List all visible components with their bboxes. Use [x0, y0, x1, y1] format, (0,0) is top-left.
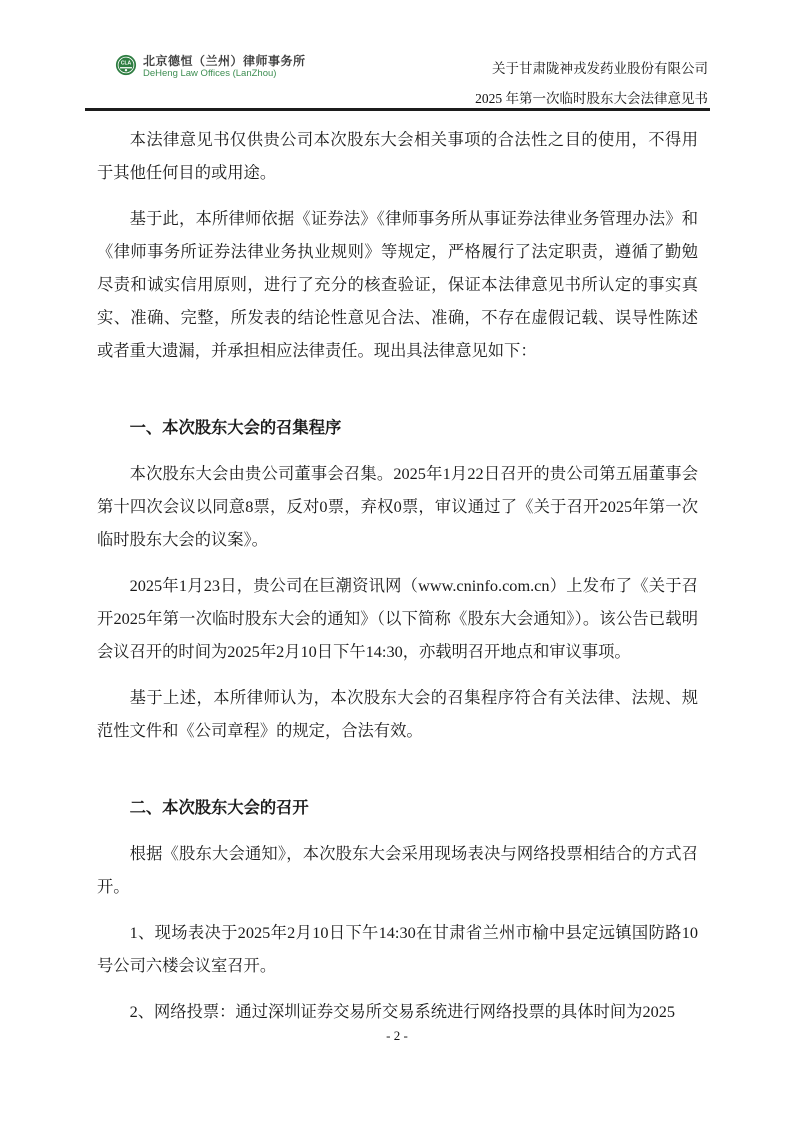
running-title-line1: 关于甘肃陇神戎发药业股份有限公司 [492, 61, 708, 76]
law-firm-name-block [143, 54, 306, 80]
law-firm-logo [115, 54, 306, 80]
svg-text:CLA: CLA [120, 60, 132, 67]
section-2-heading: 二、本次股东大会的召开 [129, 798, 309, 817]
header-divider [85, 108, 710, 111]
document-body [97, 123, 698, 1041]
law-firm-name-en: DeHeng Law Offices (LanZhou) [143, 68, 277, 79]
section-2-paragraph-3: 2、网络投票：通过深圳证券交易所交易系统进行网络投票的具体时间为2025 [129, 1002, 676, 1021]
page-footer [0, 1028, 794, 1044]
section-1-paragraph-3: 基于上述，本所律师认为，本次股东大会的召集程序符合有关法律、法规、规范性文件和《公司章程》的规定，合法有效。 [97, 688, 698, 740]
intro-paragraph-1: 本法律意见书仅供贵公司本次股东大会相关事项的合法性之目的使用，不得用于其他任何目的或用途。 [97, 130, 698, 182]
deheng-emblem-icon [115, 54, 137, 76]
document-running-title [475, 54, 708, 114]
section-1-paragraph-2: 2025年1月23日，贵公司在巨潮资讯网（www.cninfo.com.cn）上发布了《关于召开2025年第一次临时股东大会的通知》（以下简称《股东大会通知》）。该公告已载明会议召开的时间为2025年2月10日下午14:30，亦载明召开地点和审议事项。 [97, 576, 698, 661]
running-title-line2: 2025 年第一次临时股东大会法律意见书 [475, 91, 708, 106]
page-number: - 2 - [386, 1028, 408, 1043]
law-firm-name-cn: 北京德恒（兰州）律师事务所 [143, 54, 306, 68]
section-1-paragraph-1: 本次股东大会由贵公司董事会召集。2025年1月22日召开的贵公司第五届董事会第十四次会议以同意8票，反对0票，弃权0票，审议通过了《关于召开2025年第一次临时股东大会的议案》。 [97, 464, 698, 549]
section-2-paragraph-2: 1、现场表决于2025年2月10日下午14:30在甘肃省兰州市榆中县定远镇国防路10号公司六楼会议室召开。 [97, 923, 698, 975]
page-header [85, 50, 710, 114]
intro-paragraph-2: 基于此，本所律师依据《证券法》《律师事务所从事证券法律业务管理办法》和《律师事务所证券法律业务执业规则》等规定，严格履行了法定职责，遵循了勤勉尽责和诚实信用原则，进行了充分的核查验证，保证本法律意见书所认定的事实真实、准确、完整，所发表的结论性意见合法、准确，不存在虚假记载、误导性陈述或者重大遗漏，并承担相应法律责任。现出具法律意见如下： [97, 209, 698, 360]
section-2-paragraph-1: 根据《股东大会通知》，本次股东大会采用现场表决与网络投票相结合的方式召开。 [97, 844, 698, 896]
section-1-heading: 一、本次股东大会的召集程序 [129, 418, 342, 437]
